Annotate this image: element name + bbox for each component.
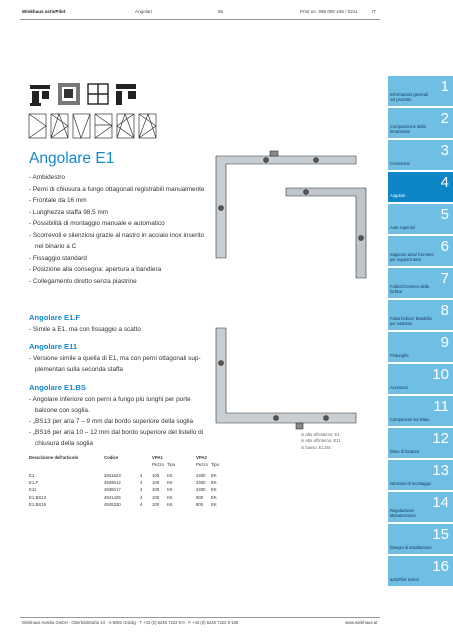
image-caption: in alto all'esterno: E1 in alto all'interno: E11 in basso: E1.BS [301,432,341,450]
table-row: E1.BS13 4941425 4 100 KK 800 EK [29,494,217,500]
header-page-number: 65 [218,9,224,14]
variant-title-e1bs: Angolare E1.BS [29,383,86,392]
footer-divider [20,617,380,618]
table-header-row: Descrizione dell'articolo Codice VPA1 VPA2 [29,455,207,461]
chapter-tab-4[interactable]: Angolari 4 [388,172,453,202]
footer-url[interactable]: www.winkhaus.at [345,620,378,625]
header-divider [20,19,380,20]
chapter-tab-13[interactable]: Istruzioni di montaggio 13 [388,460,453,490]
variant-text: - „BS16 per aria 10 – 12 mm dal bordo superiore del listello di [29,429,204,436]
feature-bullet: - Lunghezza staffa 98,5 mm [29,208,109,216]
table-row: E1.BS16 4926330 4 100 KK 800 EK [29,501,217,507]
chapter-tab-14[interactable]: Regolazione/ Manutenzione 14 [388,492,453,522]
table-row: E1.F 4929612 4 100 KK 2400 EK [29,480,217,486]
feature-bullet: - Possibilità di montaggio manuale e automatico [29,220,165,227]
chapter-tab-2[interactable]: Composizione della ferramenta 2 [388,108,453,138]
variant-text: - Versione simile a quella di E1, ma con perni ottagonali sup- [29,355,201,362]
footer-address: Winkhaus Austria GmbH · Oberfeldstraße 24 · A-5082 Grödig · T +43 (0) 6246 7222 6-0 · F +43 (0) 6246 7222 6-165 [22,620,239,625]
feature-bullet: - Ambidestro [29,174,65,181]
feature-bullet: - Perni di chiusura a fungo ottagonali registrabili manualmente [29,185,205,193]
feature-bullet: - Fissaggio standard [29,254,87,262]
chapter-tab-16[interactable]: activPilot Select 16 [388,556,453,586]
feature-bullet: - Scorrevoli e silenziosi grazie al nastro in acciaio inox inserito [29,231,205,239]
chapter-tab-7[interactable]: Forbici/Cerniere della forbice 7 [388,268,453,298]
product-title: Angolare E1 [29,150,115,167]
chapter-tab-15[interactable]: Disegni di installazione 15 [388,524,453,554]
article-table [29,454,231,508]
profile-section-icons [28,79,140,109]
header-brand: Winkhaus activPilot [22,9,66,14]
variant-text: - „BS13 per aria 7 – 9 mm dal bordo superiore della soglia [29,418,194,425]
profile-icon-pvc [88,84,108,104]
variant-text: chiusura della soglia [35,440,93,447]
chapter-tab-8[interactable]: Falsa forbice/ Bandella per vasistas 8 [388,300,453,330]
chapter-tab-12[interactable]: Dime di foratura 12 [388,428,453,458]
chapter-tab-5[interactable]: Ante superiori 5 [388,204,453,234]
corner-drive-e11 [286,188,366,278]
chapter-tab-9[interactable]: Prolunghe 9 [388,332,453,362]
header-section: Angolari [135,9,152,14]
variant-text: - Angolare inferiore con perni a fungo più lunghi per porte [29,396,191,403]
feature-bullet: nel binario a C [35,243,77,250]
chapter-tab-1[interactable]: Informazioni generali sul prodotto 1 [388,76,453,106]
chapter-sidebar [388,76,453,587]
feature-bullet: - Frontale da 16 mm [29,197,87,204]
table-row: E11 4936017 4 100 KK 2400 EK [29,487,217,493]
table-subheader-row: Pezzo Tipo Pezzo Tipo [152,462,220,468]
chapter-tab-6[interactable]: Supporto anta/ Cerniere per supporti anta 6 [388,236,453,266]
variant-text: - Simile a E1, ma con fissaggio a scatto [29,326,141,333]
corner-drive-product-image [206,148,376,433]
corner-drive-e1 [216,151,356,258]
feature-bullet: - Posizione alla consegna: apertura a bandiera [29,266,162,273]
table-row: E1 2841823 4 100 KK 2400 EK [29,472,217,478]
variant-title-e1f: Angolare E1.F [29,313,81,322]
profile-icon-alu [116,84,136,105]
header-print-number: Print no. 996 000 245 / 0211 [300,9,358,14]
corner-drive-e1-bs [216,328,356,429]
feature-bullet: - Collegamento diretto senza piastrine [29,277,137,285]
variant-text: plementari sulla seconda staffa [35,366,123,373]
variant-title-e11: Angolare E11 [29,342,78,351]
profile-icon-wood [58,83,80,105]
opening-type-icons [28,113,158,139]
chapter-tab-10[interactable]: Accessori 10 [388,364,453,394]
header-language: IT [372,9,377,14]
chapter-tab-3[interactable]: Cremonesi 3 [388,140,453,170]
profile-icon-wood-alu [30,85,50,106]
chapter-tab-11[interactable]: Componenti sul telaio 11 [388,396,453,426]
variant-text: balcone con soglia. [35,407,90,414]
